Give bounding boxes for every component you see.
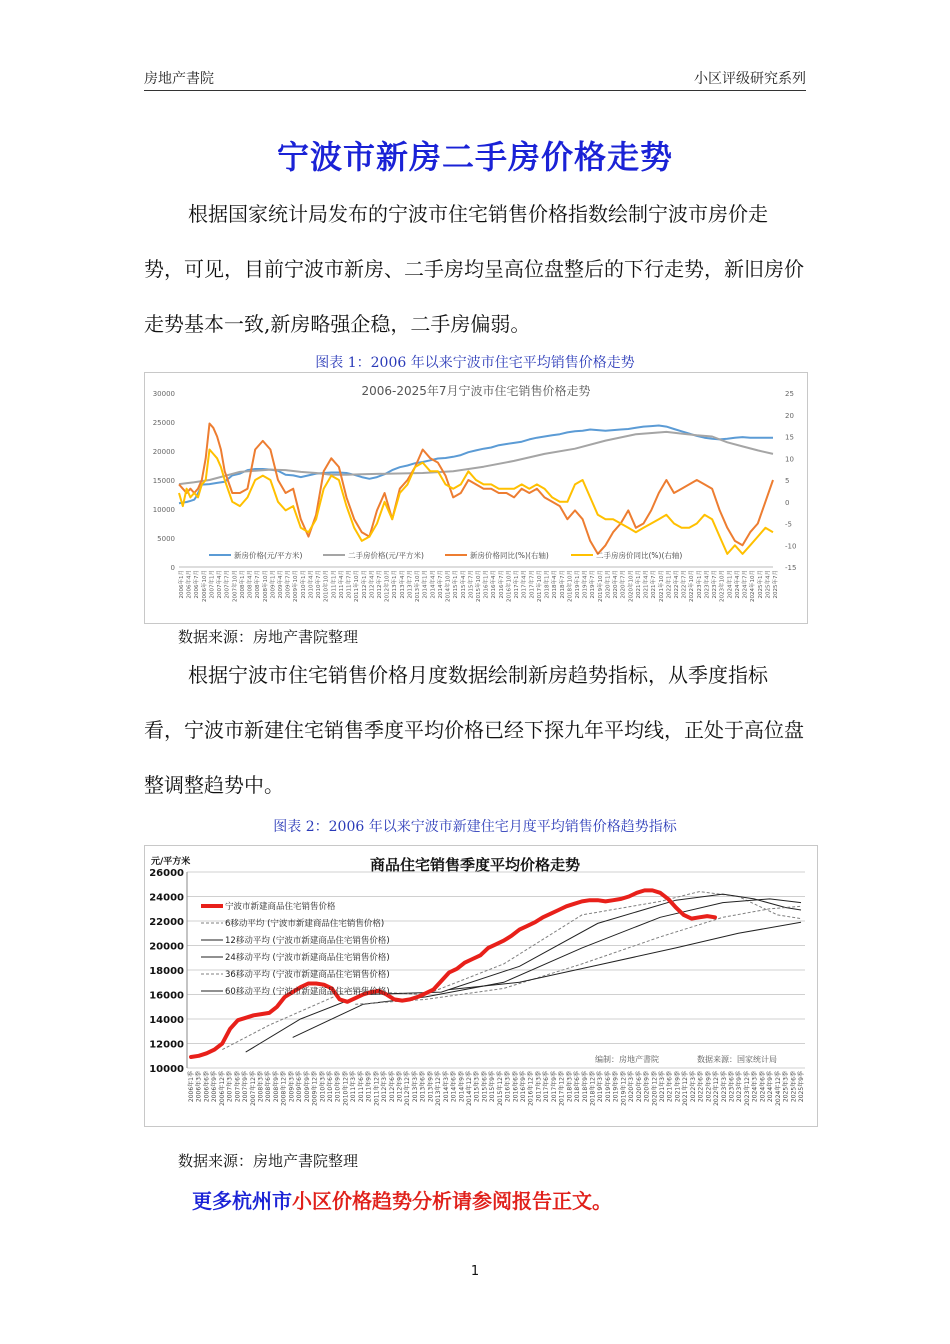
chart-2-title: 商品住宅销售季度平均价格走势 [369,856,581,874]
header-divider [144,90,806,91]
chart-1-y-right-tick: 25 [785,390,794,398]
chart-2-legend-label: 宁波市新建商品住宅销售价格 [225,902,336,912]
chart-2-x-tick-label: 2014年9季 [458,1071,466,1103]
chart-2-x-tick-label: 2025年6季 [790,1071,798,1103]
chart-2-x-tick-label: 2013年12季 [435,1071,443,1106]
chart-1-x-tick-label: 2009年1月 [270,570,277,599]
chart-1-x-tick-label: 2024年7月 [742,570,749,599]
chart-1-x-tick-label: 2017年10月 [536,570,543,602]
chart-2-y-tick: 18000 [149,966,184,977]
chart-2-x-tick-label: 2020年3季 [628,1071,636,1103]
chart-1-x-tick-label: 2018年1月 [544,570,551,599]
header-left: 房地产書院 [144,71,214,87]
chart-2-y-axis-label: 元/平方米 [151,857,191,867]
chart-1-legend-label: 新房价格(元/平方米) [234,551,303,560]
chart-2-y-tick: 16000 [149,990,184,1002]
chart-1-x-tick-label: 2012年4月 [369,570,376,599]
chart-2-x-tick-label: 2014年12季 [466,1071,473,1106]
chart-2-x-tick-label: 2023年6季 [728,1071,736,1103]
chart-2-x-tick-label: 2020年6季 [635,1071,643,1103]
chart-2-x-tick-label: 2023年12季 [743,1071,751,1106]
chart-2-x-tick-label: 2017年3季 [535,1071,543,1103]
chart-2-x-tick-label: 2019年3季 [597,1071,605,1103]
chart-1-y-left-tick: 30000 [152,390,175,398]
chart-2-x-tick-label: 2024年9季 [767,1071,775,1103]
chart-2-x-tick-label: 2006年3季 [195,1071,203,1103]
chart-1-x-tick-label: 2013年4月 [399,570,406,599]
chart-2-x-tick-label: 2007年9季 [242,1071,250,1103]
chart-1-x-tick-label: 2010年1月 [300,570,307,599]
chart-1-y-left-tick: 20000 [152,448,175,456]
chart-2-x-tick-label: 2023年9季 [736,1071,744,1103]
chart-1-title: 2006-2025年7月宁波市住宅销售价格走势 [361,384,591,398]
chart-1-series-line-1 [179,426,773,504]
chart-2-frame [144,845,818,1127]
chart-2-y-tick: 10000 [149,1064,184,1075]
chart-1-x-tick-label: 2009年7月 [285,570,292,599]
chart-1-x-tick-label: 2023年10月 [719,570,726,602]
source-2: 数据来源：房地产書院整理 [178,1152,359,1170]
chart-2-legend-label: 12移动平均 (宁波市新建商品住宅销售价格) [225,936,390,946]
chart-2-x-tick-label: 2025年9季 [798,1071,805,1103]
chart-2-x-tick-label: 2008年3季 [257,1071,265,1103]
chart-1-x-tick-label: 2015年1月 [453,570,460,599]
chart-1-x-tick-label: 2017年1月 [514,570,521,599]
chart-2-x-tick-label: 2017年9季 [550,1071,558,1103]
chart-1-x-tick-label: 2015年7月 [468,570,475,599]
chart-2-x-tick-label: 2011年12季 [373,1071,381,1106]
chart-1-y-left-tick: 0 [170,564,175,572]
chart-1 [145,373,807,623]
chart-2-y-tick: 12000 [149,1039,184,1051]
chart-1-x-tick-label: 2018年4月 [552,570,559,599]
chart-1-x-tick-label: 2012年10月 [384,570,391,602]
chart-1-x-tick-label: 2025年1月 [757,570,764,599]
chart-1-x-tick-label: 2017年7月 [529,570,536,599]
chart-1-x-tick-label: 2010年10月 [323,570,330,602]
chart-1-x-tick-label: 2010年7月 [316,570,323,599]
chart-2-x-tick-label: 2006年6季 [203,1071,211,1103]
chart-1-x-tick-label: 2006年1月 [179,570,185,599]
chart-2-x-tick-label: 2006年9季 [211,1071,219,1103]
chart-1-x-tick-label: 2012年1月 [361,570,368,599]
chart-2-x-tick-label: 2008年12季 [280,1071,288,1106]
chart-2-y-tick: 22000 [149,917,184,928]
chart-2-x-tick-label: 2013年6季 [419,1071,427,1103]
chart-1-y-left-tick: 25000 [152,419,175,427]
chart-2-x-tick-label: 2021年12季 [682,1071,690,1106]
chart-1-x-tick-label: 2019年10月 [597,570,604,602]
chart-1-x-tick-label: 2021年7月 [651,570,658,599]
chart-1-x-tick-label: 2006年7月 [194,570,201,599]
chart-1-x-tick-label: 2006年10月 [201,570,208,602]
chart-1-legend-label: 二手房价格(元/平方米) [348,551,424,560]
chart-1-x-tick-label: 2024年4月 [734,570,741,599]
chart-2-x-tick-label: 2015年3季 [473,1071,481,1103]
chart-1-x-tick-label: 2014年10月 [445,570,452,602]
chart-1-y-right-tick: 0 [785,498,790,507]
chart-1-y-right-tick: 5 [785,477,790,485]
chart-1-y-right-tick: -15 [785,564,797,572]
chart-2-x-tick-label: 2013年3季 [411,1071,419,1103]
chart-1-x-tick-label: 2013年7月 [407,570,414,599]
chart-1-x-tick-label: 2020年10月 [628,570,635,602]
chart-1-x-tick-label: 2021年1月 [635,570,642,599]
chart-2-x-tick-label: 2013年9季 [427,1071,435,1103]
chart-2-x-tick-label: 2007年3季 [226,1071,234,1103]
chart-2-y-tick: 26000 [149,868,184,879]
chart-2-x-tick-label: 2016年3季 [504,1071,512,1103]
chart-2-legend-label: 24移动平均 (宁波市新建商品住宅销售价格) [225,953,390,963]
chart-2-x-tick-label: 2010年6季 [327,1071,334,1103]
chart-2-annotation-source: 数据来源：国家统计局 [697,1055,777,1064]
page-number: 1 [470,1264,480,1279]
chart-2-x-tick-label: 2018年12季 [589,1071,597,1106]
chart-1-series-line-2 [179,432,773,484]
chart-1-x-tick-label: 2018年10月 [567,570,574,602]
chart-2-x-tick-label: 2019年9季 [612,1071,620,1103]
chart-1-x-tick-label: 2013年10月 [415,570,422,602]
caption-2: 图表 2：2006 年以来宁波市新建住宅月度平均销售价格趋势指标 [273,819,677,835]
chart-2-x-tick-label: 2021年6季 [666,1071,674,1103]
chart-2-x-tick-label: 2015年6季 [481,1071,489,1103]
chart-1-x-tick-label: 2016年7月 [498,570,505,599]
chart-1-y-left-tick: 15000 [152,477,175,485]
chart-1-series-line-4 [179,450,773,554]
chart-1-x-tick-label: 2025年4月 [765,570,772,599]
chart-2-legend-label: 60移动平均 (宁波市新建商品住宅销售价格) [225,987,390,997]
chart-2-x-tick-label: 2010年9季 [334,1071,342,1103]
chart-2-x-tick-label: 2011年6季 [357,1071,365,1103]
chart-2-x-tick-label: 2014年6季 [450,1071,458,1103]
chart-1-x-tick-label: 2022年7月 [681,570,688,599]
chart-2-x-tick-label: 2022年3季 [689,1071,697,1103]
chart-2-legend-label: 6移动平均 (宁波市新建商品住宅销售价格) [225,919,385,929]
chart-1-x-tick-label: 2020年4月 [613,570,620,599]
chart-1-x-tick-label: 2020年7月 [620,570,627,599]
chart-1-x-tick-label: 2011年1月 [331,570,338,599]
chart-2-x-tick-label: 2018年6季 [574,1071,582,1103]
chart-2-x-tick-label: 2023年3季 [720,1071,728,1103]
paragraph-1: 根据国家统计局发布的宁波市住宅销售价格指数绘制宁波市房价走势，可见，目前宁波市新房、二手房均呈高位盘整后的下行走势，新旧房价走势基本一致,新房略强企稳，二手房偏弱。 [144,202,804,336]
paragraph-2: 根据宁波市住宅销售价格月度数据绘制新房趋势指标，从季度指标看，宁波市新建住宅销售季度平均价格已经下探九年平均线，正处于高位盘整调整趋势中。 [144,663,804,797]
chart-1-x-tick-label: 2014年1月 [422,570,429,599]
chart-2-x-tick-label: 2014年3季 [442,1071,450,1103]
chart-1-y-right-tick: 20 [785,411,794,420]
page-title: 宁波市新房二手房价格走势 [276,138,673,176]
header-right: 小区评级研究系列 [694,71,806,87]
report-note-part1: 更多杭州市 [192,1189,292,1213]
chart-2-x-tick-label: 2009年3季 [288,1071,296,1103]
chart-1-x-tick-label: 2023年4月 [704,570,711,599]
chart-1-x-tick-label: 2008年10月 [262,570,269,602]
chart-1-x-tick-label: 2007年7月 [224,570,231,599]
chart-2-x-tick-label: 2022年9季 [705,1071,713,1103]
chart-1-x-tick-label: 2014年4月 [430,570,437,599]
chart-2-x-tick-label: 2012年6季 [388,1071,396,1103]
chart-1-x-tick-label: 2023年1月 [696,570,703,599]
chart-2-x-tick-label: 2024年12季 [774,1071,782,1106]
chart-2-x-tick-label: 2010年12季 [342,1071,350,1106]
chart-1-x-tick-label: 2007年4月 [217,570,224,599]
chart-2-x-tick-label: 2010年3季 [319,1071,327,1103]
chart-2-x-tick-label: 2019年12季 [620,1071,628,1106]
chart-2-x-tick-label: 2022年6季 [697,1071,705,1103]
chart-1-x-tick-label: 2019年4月 [582,570,589,599]
chart-2-annotation-compiler: 编制：房地产書院 [595,1055,659,1064]
chart-1-x-tick-label: 2015年4月 [460,570,467,599]
chart-1-x-tick-label: 2016年4月 [491,570,498,599]
chart-2-x-tick-label: 2022年12季 [713,1071,721,1106]
chart-2-x-tick-label: 2012年9季 [396,1071,404,1103]
chart-2-x-tick-label: 2018年3季 [566,1071,574,1103]
chart-2-x-tick-label: 2011年9季 [365,1071,373,1103]
chart-1-x-tick-label: 2024年1月 [727,570,734,599]
chart-1-legend-label: 新房价格同比(%)(右轴) [470,551,549,560]
chart-1-x-tick-label: 2018年7月 [559,570,566,599]
chart-1-x-tick-label: 2008年7月 [255,570,262,599]
chart-1-x-tick-label: 2015年10月 [476,570,482,602]
chart-1-frame [144,372,808,624]
chart-2-x-tick-label: 2021年9季 [674,1071,682,1103]
chart-2-x-tick-label: 2008年6季 [265,1071,273,1103]
chart-1-x-tick-label: 2012年7月 [377,570,383,599]
chart-2-x-tick-label: 2024年3季 [751,1071,759,1103]
chart-2-x-tick-label: 2006年12季 [218,1071,226,1106]
chart-1-x-tick-label: 2024年10月 [750,570,757,602]
chart-1-x-tick-label: 2017年4月 [521,570,528,599]
chart-1-x-tick-label: 2011年10月 [354,570,361,602]
chart-1-x-tick-label: 2014年7月 [437,570,444,599]
chart-2-x-tick-label: 2011年3季 [350,1071,358,1103]
chart-2-x-tick-label: 2020年9季 [643,1071,651,1103]
chart-1-x-tick-label: 2007年1月 [209,570,216,599]
chart-2-x-tick-label: 2006年1季 [188,1071,195,1103]
chart-1-x-tick-label: 2013年1月 [392,570,399,599]
chart-1-y-left-tick: 10000 [152,506,175,514]
chart-2-x-tick-label: 2018年9季 [581,1071,589,1103]
chart-1-x-tick-label: 2019年1月 [575,570,581,599]
report-note [192,1185,612,1214]
chart-1-x-tick-label: 2008年1月 [239,570,246,599]
chart-2-y-tick: 20000 [149,941,184,953]
chart-1-x-tick-label: 2022年4月 [674,570,680,599]
chart-2-x-tick-label: 2012年3季 [381,1071,388,1103]
chart-2-x-tick-label: 2016年6季 [512,1071,520,1103]
chart-1-x-tick-label: 2021年10月 [658,570,665,602]
chart-1-y-right-tick: -5 [785,520,792,529]
chart-2 [145,846,817,1126]
chart-2-x-tick-label: 2009年12季 [311,1071,319,1106]
chart-1-x-tick-label: 2025年7月 [773,570,779,599]
chart-2-legend-label: 36移动平均 (宁波市新建商品住宅销售价格) [225,970,390,980]
chart-2-x-tick-label: 2009年9季 [303,1071,311,1103]
chart-1-x-tick-label: 2010年4月 [308,570,315,599]
chart-1-x-tick-label: 2006年4月 [186,570,193,599]
caption-1: 图表 1：2006 年以来宁波市住宅平均销售价格走势 [315,355,635,371]
chart-2-x-tick-label: 2007年12季 [249,1071,257,1106]
chart-1-x-tick-label: 2023年7月 [712,570,719,599]
chart-1-x-tick-label: 2019年7月 [590,570,597,599]
chart-2-y-tick: 24000 [149,892,184,904]
chart-2-x-tick-label: 2009年6季 [296,1071,304,1103]
chart-1-legend-label: 二手房房价同比(%)(右轴) [596,551,683,560]
chart-1-x-tick-label: 2009年10月 [293,570,300,602]
chart-1-x-tick-label: 2011年4月 [338,570,345,599]
chart-1-y-right-tick: -10 [785,542,797,551]
chart-1-x-tick-label: 2021年4月 [643,570,650,599]
chart-2-x-tick-label: 2025年3季 [782,1071,790,1103]
chart-2-x-tick-label: 2020年12季 [651,1071,659,1106]
chart-1-x-tick-label: 2022年10月 [689,570,696,602]
chart-2-x-tick-label: 2015年12季 [496,1071,504,1106]
chart-2-x-tick-label: 2016年12季 [527,1071,535,1106]
chart-1-y-right-tick: 15 [785,433,794,442]
chart-1-x-tick-label: 2016年10月 [506,570,513,602]
chart-2-x-tick-label: 2008年9季 [272,1071,280,1103]
chart-1-y-left-tick: 5000 [157,535,175,543]
chart-1-x-tick-label: 2016年1月 [483,570,490,599]
report-note-part2: 小区价格趋势分析请参阅报告正文。 [292,1189,612,1213]
chart-2-y-tick: 14000 [149,1015,184,1026]
chart-2-x-tick-label: 2015年9季 [489,1071,497,1103]
chart-1-x-tick-label: 2011年7月 [346,570,353,599]
chart-2-x-tick-label: 2012年12季 [404,1071,412,1106]
chart-1-series-line-3 [179,424,773,554]
chart-2-x-tick-label: 2017年6季 [543,1071,551,1103]
source-1: 数据来源：房地产書院整理 [178,628,359,646]
chart-2-x-tick-label: 2016年9季 [520,1071,527,1103]
chart-2-x-tick-label: 2021年3季 [659,1071,666,1103]
chart-1-x-tick-label: 2007年10月 [232,570,239,602]
chart-1-x-tick-label: 2020年1月 [605,570,612,599]
chart-2-x-tick-label: 2007年6季 [234,1071,242,1103]
chart-2-x-tick-label: 2017年12季 [558,1071,566,1106]
chart-2-x-tick-label: 2019年6季 [605,1071,612,1103]
chart-1-x-tick-label: 2022年1月 [666,570,673,599]
chart-1-x-tick-label: 2009年4月 [278,570,284,599]
chart-1-x-tick-label: 2008年4月 [247,570,254,599]
chart-1-y-right-tick: 10 [785,455,794,464]
chart-2-moving-average-line-5 [449,922,801,989]
chart-2-x-tick-label: 2024年6季 [759,1071,767,1103]
